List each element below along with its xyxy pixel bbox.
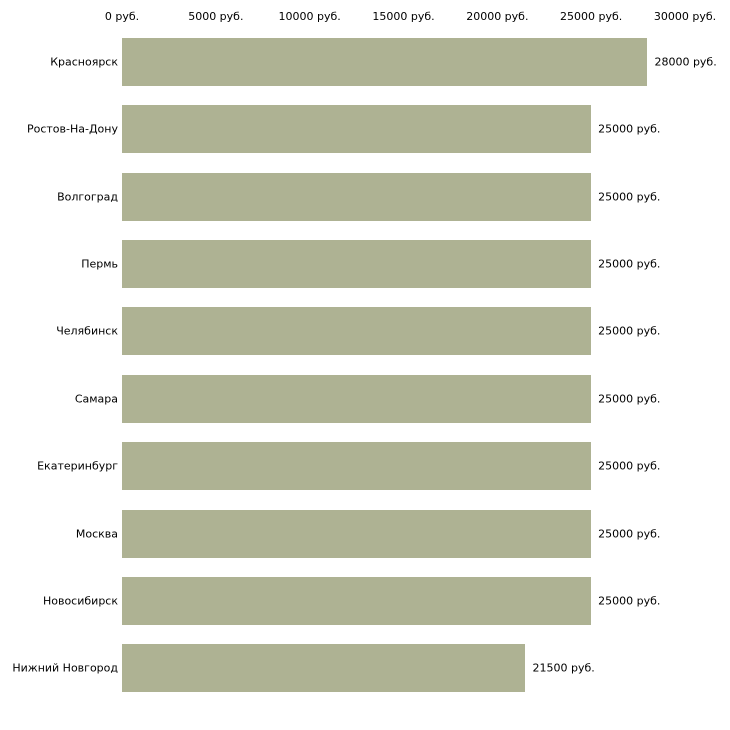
- bar[interactable]: [122, 173, 591, 221]
- category-label: Красноярск: [50, 55, 118, 69]
- bar[interactable]: [122, 442, 591, 490]
- x-axis-tick-label: 30000 руб.: [653, 10, 717, 23]
- category-label: Волгоград: [57, 190, 118, 203]
- bar[interactable]: [122, 240, 591, 288]
- category-label: Самара: [74, 392, 118, 406]
- bar[interactable]: [122, 105, 591, 153]
- bar-value-label: 25000 руб.: [598, 527, 661, 540]
- category-label: Москва: [75, 527, 118, 540]
- category-label: Пермь: [81, 257, 118, 271]
- bar[interactable]: [122, 644, 525, 692]
- x-axis-tick-label: 0 руб.: [104, 10, 140, 23]
- bar-value-label: 25000 руб.: [598, 122, 661, 136]
- x-axis-tick-label: 5000 руб.: [188, 10, 244, 23]
- category-label: Ростов-На-Дону: [26, 122, 118, 136]
- bar-value-label: 25000 руб.: [598, 190, 661, 203]
- bar-value-label: 25000 руб.: [598, 257, 661, 271]
- x-axis-tick-label: 10000 руб.: [278, 10, 341, 23]
- bar-value-label: 25000 руб.: [598, 324, 661, 338]
- category-label: Екатеринбург: [37, 459, 118, 473]
- category-label: Новосибирск: [42, 594, 118, 608]
- bar[interactable]: [122, 375, 591, 423]
- bar-value-label: 25000 руб.: [598, 459, 661, 473]
- category-label: Нижний Новгород: [12, 661, 118, 675]
- bar-value-label: 25000 руб.: [598, 594, 661, 608]
- x-axis-tick-label: 15000 руб.: [372, 10, 435, 23]
- category-label: Челябинск: [56, 324, 118, 338]
- bar[interactable]: [122, 577, 591, 625]
- bar-value-label: 25000 руб.: [598, 392, 661, 406]
- bar-value-label: 21500 руб.: [532, 661, 595, 675]
- x-axis-tick-label: 25000 руб.: [560, 10, 623, 23]
- x-axis-tick-label: 20000 руб.: [466, 10, 529, 23]
- bar-value-label: 28000 руб.: [654, 55, 717, 69]
- bar[interactable]: [122, 307, 591, 355]
- bar[interactable]: [122, 38, 647, 86]
- bar[interactable]: [122, 510, 591, 558]
